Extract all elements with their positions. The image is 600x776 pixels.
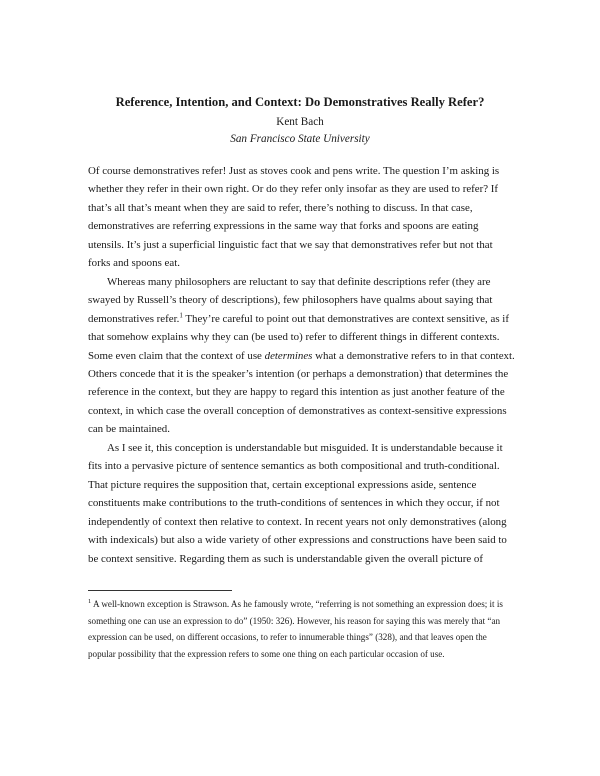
footnote-divider bbox=[88, 590, 232, 591]
footnote-text: A well-known exception is Strawson. As he famously wrote, “referring is not something an expression does; it is something one can use an expression to do” (1950: 326). However, his reason for saying this was merely that “an expression can be used, on different occasions, to refer to innumerable things” (328), and that leaves open the popular possibility that the expression refers to some one thing on each particular occasion of use. bbox=[88, 599, 503, 660]
paper-title: Reference, Intention, and Context: Do Demonstratives Really Refer? bbox=[115, 95, 485, 109]
author-name: Kent Bach bbox=[276, 116, 324, 128]
body-text bbox=[88, 162, 516, 568]
paragraph-2-part-a: Whereas many philosophers are reluctant to say that definite descriptions refer (they are swayed by Russell’s theory of descriptions), few philosophers have qualms about saying that demonstratives refer. bbox=[88, 275, 493, 325]
footnote-ref-1[interactable]: 1 bbox=[179, 311, 183, 319]
footnote-number: 1 bbox=[88, 597, 92, 605]
emphasis-determines: determines bbox=[264, 349, 313, 362]
paragraph-3: As I see it, this conception is understandable but misguided. It is understandable because it fits into a pervasive picture of sentence semantics as both compositional and truth-conditional. That picture requires the supposition that, certain exceptional expressions aside, sentence constituents make contributions to the truth-conditions of sentences in which they occur, if not independently of context then relative to context. In recent years not only demonstratives (along with indexicals) but also a wide variety of other expressions and constructions have been said to be context sensitive. Regarding them as such is understandable given the overall picture of bbox=[88, 441, 507, 565]
paragraph-2-part-c: what a demonstrative refers to in that context. Others concede that it is the speaker’s intention (or perhaps a demonstration) that determines the reference in the context, but they are happy to regard this intention as just another feature of the context, in which case the overall conception of demonstratives as context-sensitive expressions can be maintained. bbox=[88, 349, 515, 436]
author-affiliation: San Francisco State University bbox=[230, 133, 370, 145]
footnote-1 bbox=[88, 596, 516, 663]
paragraph-2-part-b: They’re careful to point out that demonstratives are context sensitive, as if that somehow explains why they can (be used to) refer to different things in different contexts. Some even claim that the context of use bbox=[88, 312, 509, 362]
paragraph-2 bbox=[88, 273, 516, 439]
paragraph-1: Of course demonstratives refer! Just as stoves cook and pens write. The question I’m asking is whether they refer in their own right. Or do they refer only insofar as they are used to refer? If that’s all that’s meant when they are said to refer, there’s nothing to discuss. In that case, demonstratives are referring expressions in the same way that forks and spoons are eating utensils. It’s just a superficial linguistic fact that we say that demonstratives refer but not that forks and spoons eat. bbox=[88, 165, 500, 270]
